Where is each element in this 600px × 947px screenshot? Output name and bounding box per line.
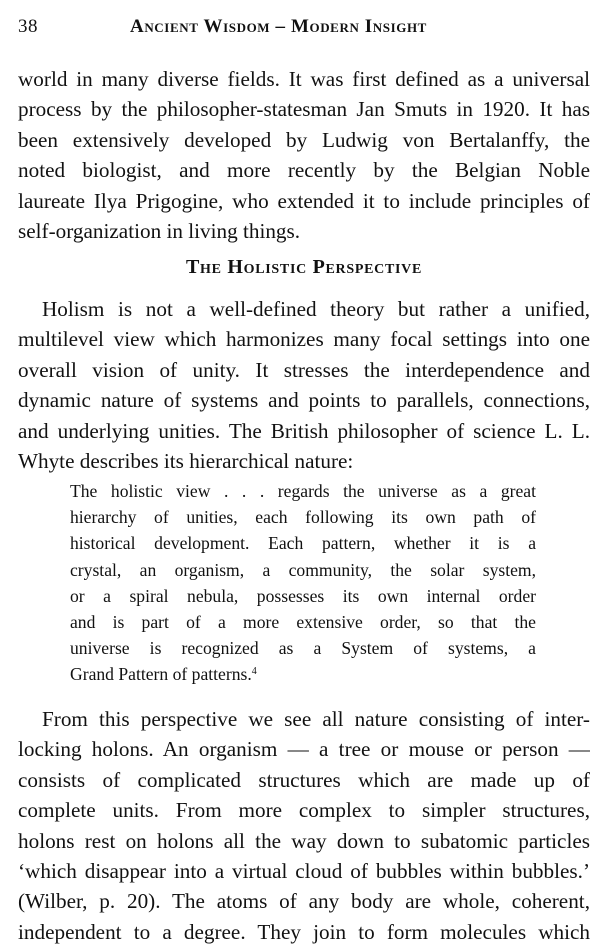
text-line: multilevel view which harmonizes many focal settings into one (18, 327, 590, 352)
paragraph-holism (18, 294, 590, 476)
text-line: consists of complicated structures which are made up of (18, 767, 590, 792)
text-line: holons rest on holons all the way down to subatomic particles (18, 828, 590, 853)
quote-line: The holistic view . . . regards the universe as a great (70, 481, 536, 501)
quote-line: universe is recognized as a System of systems, a (70, 638, 536, 659)
running-title: Ancient Wisdom – Modern Insight (130, 16, 427, 37)
quote-line: and is part of a more extensive order, so that the (70, 611, 536, 632)
quote-text: Grand Pattern of patterns. (70, 664, 252, 685)
paragraph-perspective (18, 704, 590, 947)
text-line: laureate Ilya Prigogine, who extended it to include principles of (18, 188, 590, 213)
text-line: process by the philosopher-statesman Jan Smuts in 1920. It has (18, 97, 590, 122)
text-line: overall vision of unity. It stresses the interdependence and (18, 357, 590, 382)
text-line: Holism is not a well-defined theory but rather a unified, (42, 297, 590, 321)
footnote-marker: 4 (251, 666, 257, 678)
text-line: noted biologist, and more recently by the Belgian Noble (18, 158, 590, 183)
text-line: independent to a degree. They join to form molecules which (18, 919, 590, 944)
quote-line: historical development. Each pattern, whether it is a (70, 533, 536, 554)
text-line: (Wilber, p. 20). The atoms of any body are whole, coherent, (18, 889, 590, 914)
paragraph-continued (18, 64, 590, 246)
text-line: ‘which disappear into a virtual cloud of bubbles within bubbles.’ (18, 858, 590, 883)
text-line: complete units. From more complex to simpler structures, (18, 798, 590, 823)
running-header (18, 16, 590, 42)
quote-line: or a spiral nebula, possesses its own internal order (70, 585, 536, 606)
text-line: and underlying unities. The British philosopher of science L. L. (18, 418, 590, 443)
text-line: locking holons. An organism — a tree or mouse or person — (18, 737, 590, 762)
text-line: been extensively developed by Ludwig von Bertalanffy, the (18, 127, 590, 152)
quote-line: crystal, an organism, a community, the solar system, (70, 559, 536, 580)
book-page (18, 0, 590, 944)
quote-line-final (70, 661, 536, 687)
block-quote (70, 478, 558, 688)
text-line: From this perspective we see all nature consisting of inter- (42, 707, 590, 731)
text-line: dynamic nature of systems and points to parallels, connections, (18, 388, 590, 413)
quote-line: hierarchy of unities, each following its own path of (70, 507, 536, 528)
text-line: world in many diverse fields. It was first defined as a universal (18, 67, 590, 91)
page-number: 38 (18, 16, 38, 37)
section-heading: The Holistic Perspective (186, 256, 422, 278)
text-line: Whyte describes its hierarchical nature: (18, 448, 354, 473)
text-line: self-organization in living things. (18, 218, 301, 243)
